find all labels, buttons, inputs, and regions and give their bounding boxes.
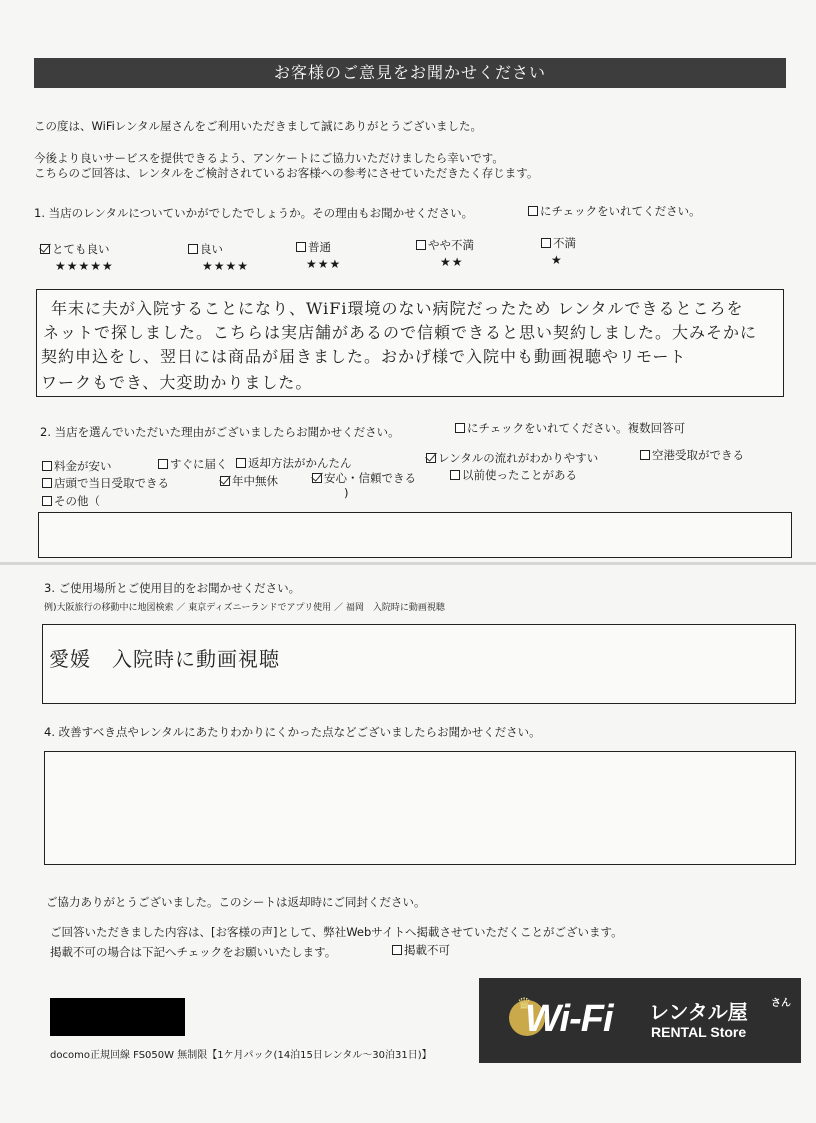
q1-option-5[interactable]: 不満 <box>541 235 576 251</box>
q2-option-other[interactable]: その他（ <box>42 493 100 509</box>
q1-option-4[interactable]: やや不満 <box>416 237 474 253</box>
q2-option-cheap[interactable]: 料金が安い <box>42 458 112 474</box>
q2-option-easy-return[interactable]: 返却方法がかんたん <box>236 455 352 471</box>
sample-checkbox <box>528 206 538 216</box>
q3-question: 3. ご使用場所とご使用目的をお聞かせください。 <box>44 581 301 595</box>
product-info: docomo正規回線 FS050W 無制限【1ケ月パック(14泊15日レンタル～30泊31日)】 <box>50 1050 432 1061</box>
sample-checkbox <box>455 423 465 433</box>
thanks-text: ご協力ありがとうございました。このシートは返却時にご同封ください。 <box>46 895 426 909</box>
q3-answer: 愛媛 入院時に動画視聴 <box>49 647 280 671</box>
publish-notice-1: ご回答いただきました内容は、[お客様の声]として、弊社Webサイトへ掲載させていただくことがございます。 <box>50 925 623 939</box>
q2-option-fast-delivery[interactable]: すぐに届く <box>158 456 228 472</box>
q3-answer-box[interactable] <box>42 624 796 704</box>
q1-option-2-stars: ★★★★ <box>202 259 250 273</box>
q1-option-3[interactable]: 普通 <box>296 239 331 255</box>
q1-answer-line-1: 年末に夫が入院することになり、WiFi環境のない病院だったため レンタルできるところを <box>51 299 744 318</box>
checkbox[interactable] <box>541 238 551 248</box>
q1-answer-box[interactable] <box>36 289 784 397</box>
q1-option-2[interactable]: 良い <box>188 241 223 257</box>
checkbox[interactable] <box>426 453 436 463</box>
q2-option-used-before[interactable]: 以前使ったことがある <box>450 467 577 483</box>
checkbox[interactable] <box>450 470 460 480</box>
q2-option-trustworthy[interactable]: 安心・信頼できる <box>312 470 416 486</box>
checkbox[interactable] <box>42 461 52 471</box>
intro-line-1: この度は、WiFiレンタル屋さんをご利用いただきまして誠にありがとうございました。 <box>34 119 483 133</box>
logo-san-text: さん <box>771 998 791 1009</box>
checkbox[interactable] <box>296 242 306 252</box>
q2-option-store-pickup[interactable]: 店頭で当日受取できる <box>42 475 169 491</box>
q1-answer-line-2: ネットで探しました。こちらは実店舗があるので信頼できると思い契約しました。大みそかに <box>43 323 758 342</box>
publish-notice-2: 掲載不可の場合は下記へチェックをお願いいたします。 <box>50 945 337 959</box>
checkbox[interactable] <box>312 473 322 483</box>
q1-option-1[interactable]: とても良い <box>40 241 110 257</box>
q4-question: 4. 改善すべき点やレンタルにあたりわかりにくかった点などございましたらお聞かせください。 <box>44 725 541 739</box>
q2-answer-box[interactable] <box>38 512 792 558</box>
section-divider <box>0 562 816 565</box>
checkbox[interactable] <box>220 476 230 486</box>
q2-question: 2. 当店を選んでいただいた理由がございましたらお聞かせください。 <box>40 425 400 439</box>
checkbox[interactable] <box>188 244 198 254</box>
q1-question: 1. 当店のレンタルについていかがでしたでしょうか。その理由もお聞かせください。 <box>34 206 474 220</box>
intro-line-3: こちらのご回答は、レンタルをご検討されているお客様への参考にさせていただきたく存じます。 <box>34 166 539 180</box>
logo-jp-text: レンタル屋 <box>649 1000 748 1024</box>
q3-example: 例)大阪旅行の移動中に地図検索 ／ 東京ディズニーランドでアプリ使用 ／ 福岡 入院時に動画視聴 <box>44 603 445 613</box>
q1-answer-line-4: ワークもでき、大変助かりました。 <box>41 373 313 392</box>
q1-option-5-stars: ★ <box>551 253 563 267</box>
checkbox[interactable] <box>640 450 650 460</box>
logo-en-text: RENTAL Store <box>651 1024 747 1040</box>
checkbox[interactable] <box>416 240 426 250</box>
no-publish-option[interactable]: 掲載不可 <box>392 942 450 958</box>
q1-option-1-stars: ★★★★★ <box>55 259 114 273</box>
checkbox[interactable] <box>42 478 52 488</box>
checkbox[interactable] <box>392 945 402 955</box>
q2-option-easy-flow[interactable]: レンタルの流れがわかりやすい <box>426 450 598 466</box>
logo-wifi-text: Wi-Fi <box>525 998 613 1040</box>
q1-option-3-stars: ★★★ <box>306 257 342 271</box>
q4-answer-box[interactable] <box>44 751 796 865</box>
q2-other-close-paren: ) <box>344 486 349 500</box>
checkbox[interactable] <box>40 244 50 254</box>
q1-instruction: にチェックをいれてください。 <box>528 203 701 219</box>
brand-logo <box>479 978 801 1063</box>
checkbox[interactable] <box>42 496 52 506</box>
q1-answer-line-3: 契約申込をし、翌日には商品が届きました。おかげ様で入院中も動画視聴やリモート <box>41 347 687 366</box>
q2-option-open-all-year[interactable]: 年中無休 <box>220 473 278 489</box>
checkbox[interactable] <box>158 459 168 469</box>
intro-line-2: 今後より良いサービスを提供できるよう、アンケートにご協力いただけましたら幸いです。 <box>34 151 504 165</box>
q1-option-4-stars: ★★ <box>440 255 464 269</box>
redacted-block <box>50 998 185 1036</box>
survey-title: お客様のご意見をお聞かせください <box>34 58 786 88</box>
checkbox[interactable] <box>236 458 246 468</box>
q2-option-airport-pickup[interactable]: 空港受取ができる <box>640 447 744 463</box>
q2-instruction: にチェックをいれてください。複数回答可 <box>455 420 685 436</box>
